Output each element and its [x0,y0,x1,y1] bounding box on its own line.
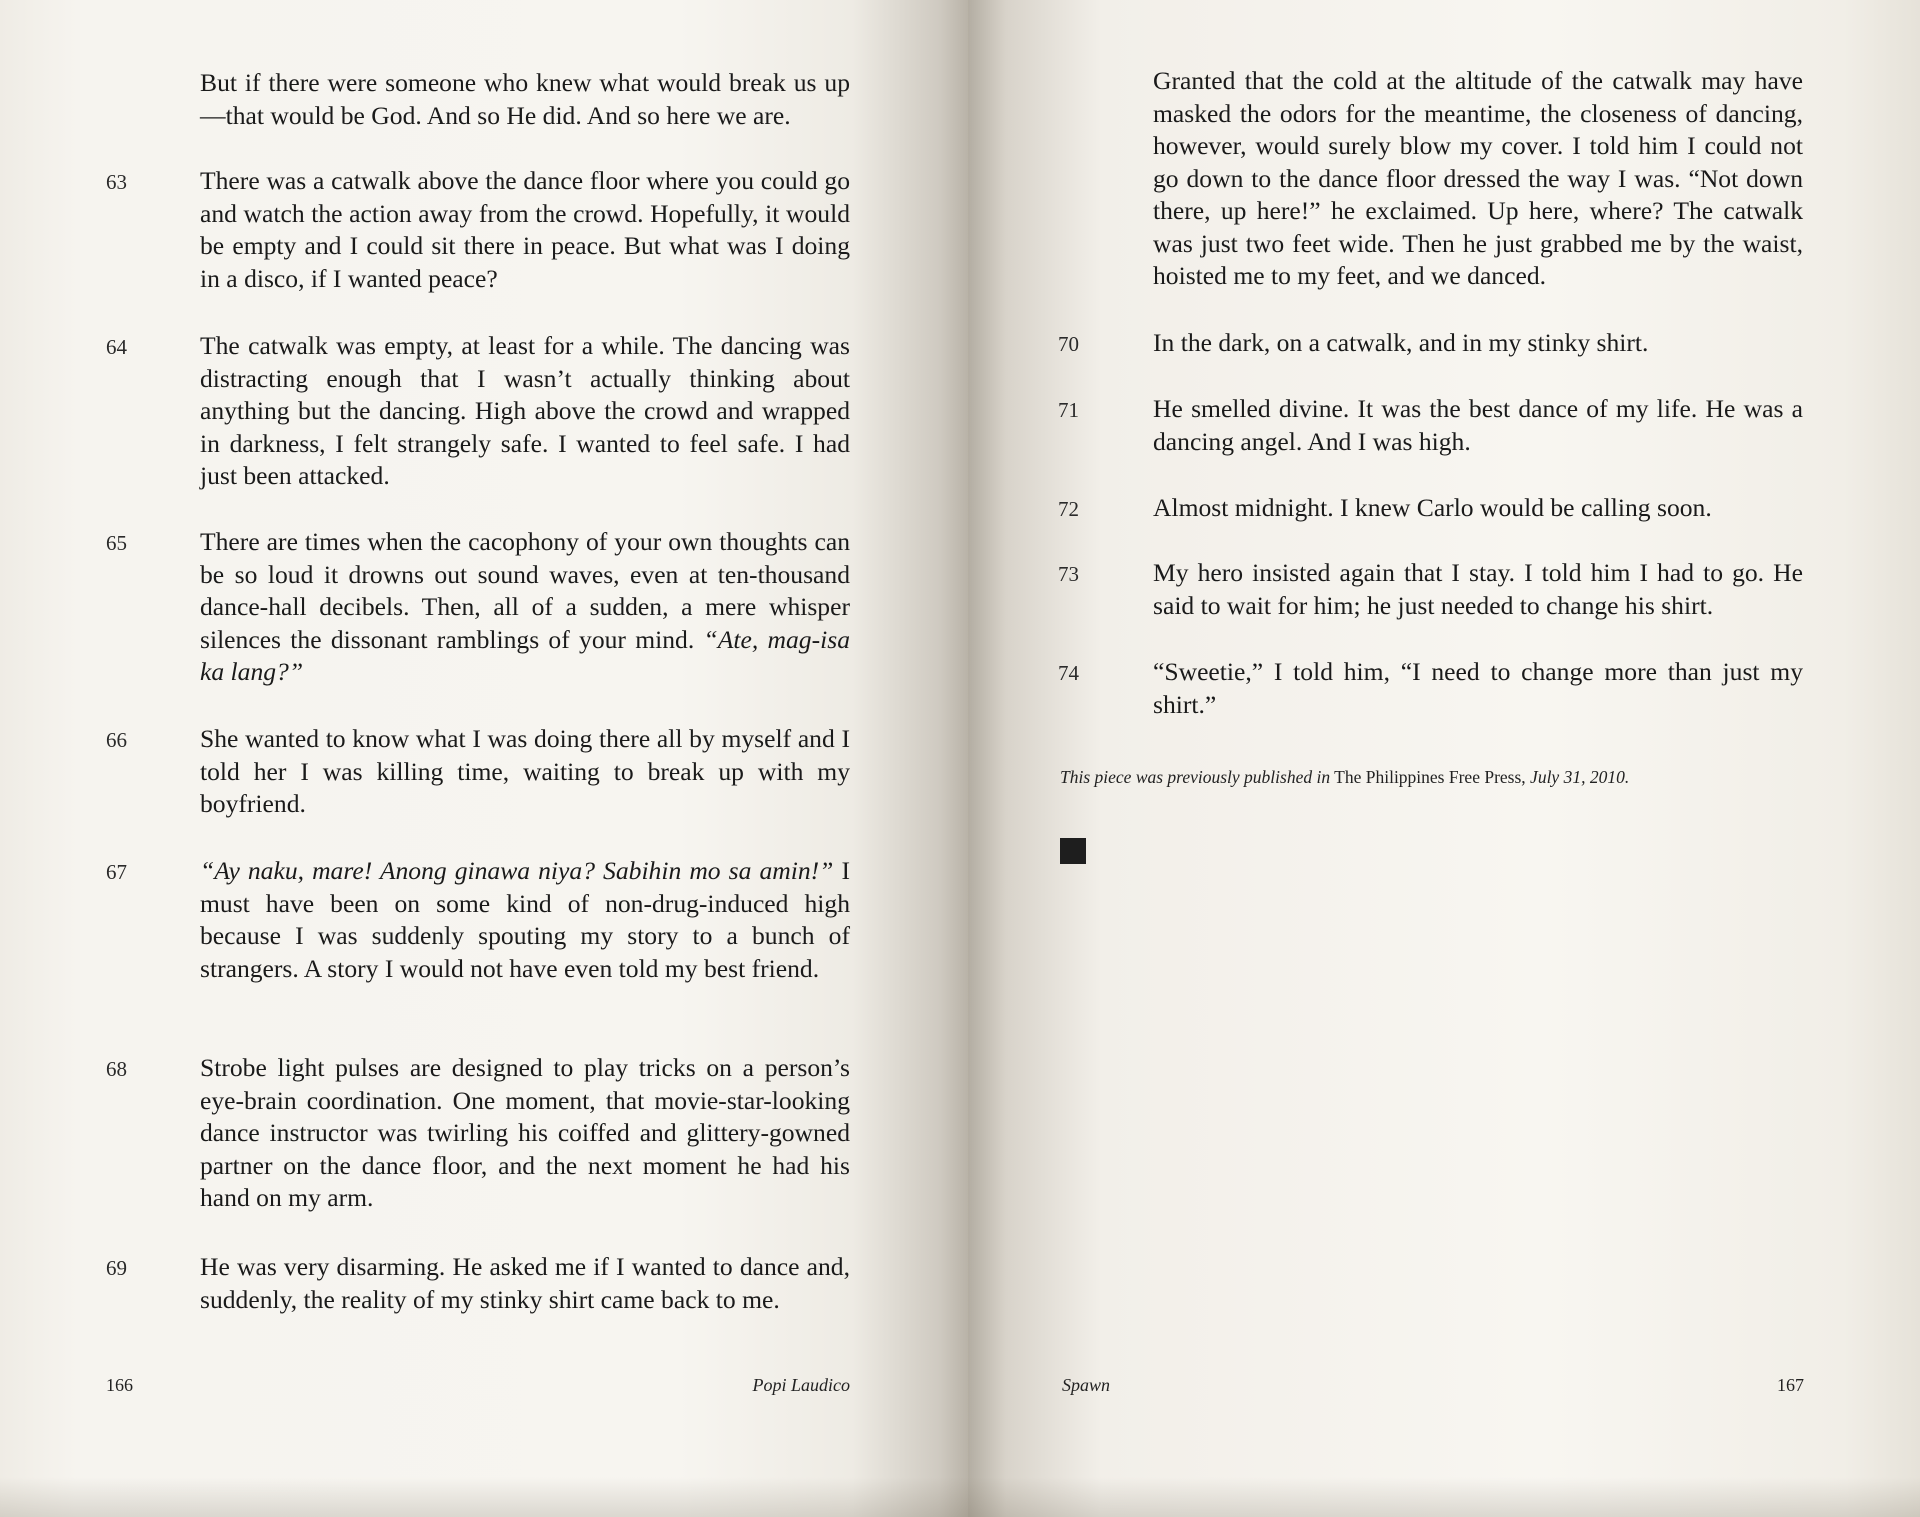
tagalog-quote: “Ate, mag-isa ka lang?” [200,624,850,686]
page-shadow [0,1477,968,1517]
paragraph-number: 63 [106,170,127,194]
page-shadow [968,1477,1920,1517]
running-footer-author: Popi Laudico [752,1375,850,1395]
continuation-paragraph-right: Granted that the cold at the altitude of the catwalk may have masked the odors for the meantime, the closeness of dancing, however, would surely blow my cover. I told him I could not go down to the dance floor dressed the way I was. “Not down there, up here!” he exclaimed. Up here, where? The catwalk was just two feet wide. Then he just grabbed me by the waist, hoisted me to my feet, and we danced. [1153,66,1803,290]
publication-note: This piece was previously published in The Philippines Free Press, July 31, 2010. [1060,767,1630,787]
page-number-right: 167 [1777,1375,1804,1395]
paragraph-67: “Ay naku, mare! Anong ginawa niya? Sabihin mo sa amin!” I must have been on some kind of non-drug-induced high because I was suddenly spouting my story to a bunch of strangers. A story I would not have even told my best friend. [200,856,850,983]
paragraph-68: Strobe light pulses are designed to play tricks on a person’s eye-brain coordination. One moment, that movie-star-looking dance instructor was twirling his coiffed and glittery-gowned partner on the dance floor, and the next moment he had his hand on my arm. [200,1053,850,1212]
end-mark-square [1060,838,1086,864]
paragraph-74: “Sweetie,” I told him, “I need to change more than just my shirt.” [1153,657,1803,719]
paragraph-number: 65 [106,531,127,555]
paragraph-72: Almost midnight. I knew Carlo would be calling soon. [1153,493,1712,522]
paragraph-number: 71 [1058,398,1079,422]
paragraph-number: 66 [106,728,127,752]
paragraph-number: 73 [1058,562,1079,586]
paragraph-71: He smelled divine. It was the best dance of my life. He was a dancing angel. And I was high. [1153,394,1803,456]
paragraph-number: 67 [106,860,127,884]
paragraph-number: 68 [106,1057,127,1081]
continuation-paragraph: But if there were someone who knew what would break us up—that would be God. And so He did. And so here we are. [200,68,850,130]
paragraph-number: 72 [1058,497,1079,521]
paragraph-65: There are times when the cacophony of your own thoughts can be so loud it drowns out sound waves, even at ten-thousand dance-hall decibels. Then, all of a sudden, a mere whisper silences the dissonant ramblings of your mind. “Ate, mag-isa ka lang?” [200,527,850,686]
paragraph-number: 74 [1058,661,1079,685]
paragraph-number: 64 [106,335,127,359]
paragraph-69: He was very disarming. He asked me if I wanted to dance and, suddenly, the reality of my stinky shirt came back to me. [200,1252,850,1314]
paragraph-63: There was a catwalk above the dance floor where you could go and watch the action away from the crowd. Hopefully, it would be empty and I could sit there in peace. But what was I doing in a disco, if I wanted peace? [200,166,850,293]
paragraph-64: The catwalk was empty, at least for a while. The dancing was distracting enough that I wasn’t actually thinking about anything but the dancing. High above the crowd and wrapped in darkness, I felt strangely safe. I wanted to feel safe. I had just been attacked. [200,331,850,490]
publication-name: The Philippines Free Press, [1334,767,1526,787]
paragraph-66: She wanted to know what I was doing there all by myself and I told her I was killing time, waiting to break up with my boyfriend. [200,724,850,818]
running-footer-title: Spawn [1062,1375,1111,1395]
paragraph-70: In the dark, on a catwalk, and in my stinky shirt. [1153,328,1649,357]
tagalog-quote: “Ay naku, mare! Anong ginawa niya? Sabihin mo sa amin!” [200,856,834,885]
paragraph-number: 70 [1058,332,1079,356]
paragraph-number: 69 [106,1256,127,1280]
paragraph-73: My hero insisted again that I stay. I told him I had to go. He said to wait for him; he just needed to change his shirt. [1153,558,1803,620]
page-number-left: 166 [106,1375,133,1395]
